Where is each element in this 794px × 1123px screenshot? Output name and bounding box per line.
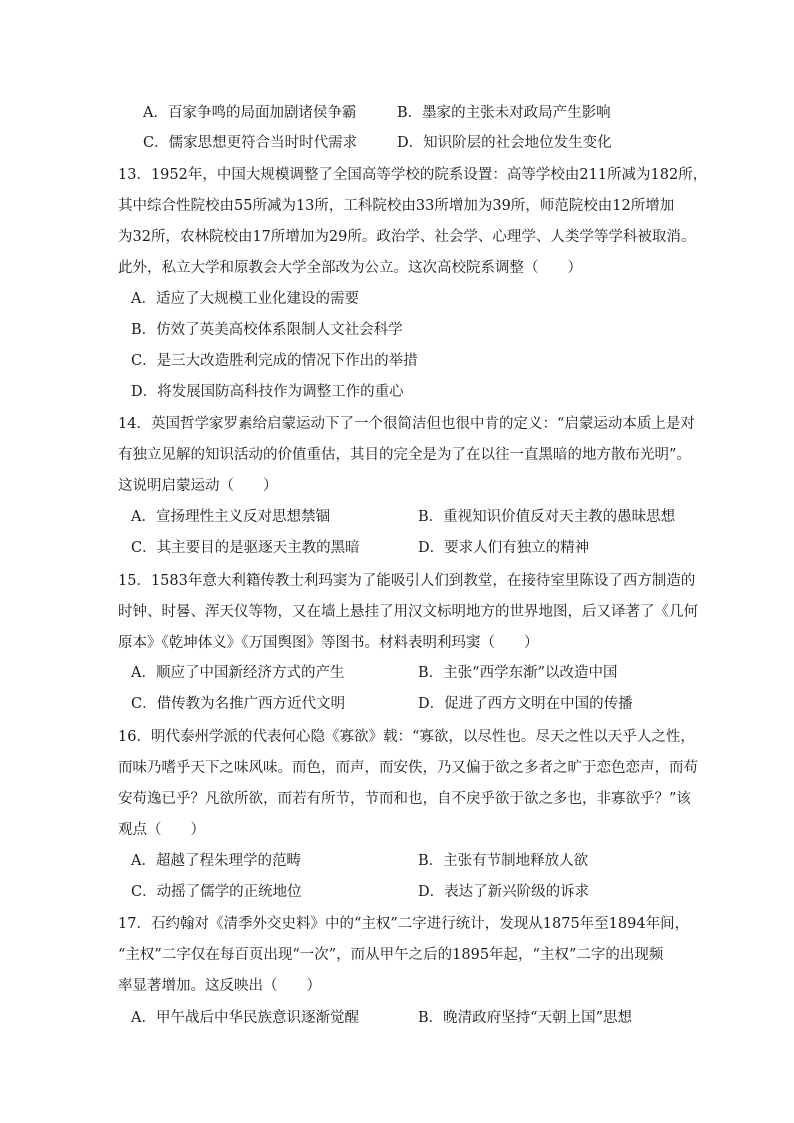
q17-stem-line-3: 率显著增加。这反映出（ ） <box>118 978 321 994</box>
q12-option-c: C．儒家思想更符合当时时代需求 <box>143 135 358 151</box>
q14-option-b: B．重视知识价值反对天主教的愚昧思想 <box>418 509 676 525</box>
q14-stem-line-3: 这说明启蒙运动（ ） <box>118 478 278 494</box>
q15-option-d: D．促进了西方文明在中国的传播 <box>418 696 633 712</box>
q14-stem-line-2: 有独立见解的知识活动的价值重估，其目的完全是为了在以往一直黑暗的地方散布光明”。 <box>118 447 691 463</box>
q16-option-d: D．表达了新兴阶级的诉求 <box>418 884 590 900</box>
q13-option-d: D．将发展国防高科技作为调整工作的重心 <box>131 384 404 400</box>
q13-stem-line-4: 此外，私立大学和原教会大学全部改为公立。这次高校院系调整（ ） <box>118 260 582 276</box>
q17-option-b: B．晚清政府坚持“天朝上国”思想 <box>418 1010 632 1026</box>
q16-option-c: C．动摇了儒学的正统地位 <box>131 884 302 900</box>
q14-option-d: D．要求人们有独立的精神 <box>418 540 590 556</box>
q13-stem-line-2: 其中综合性院校由55所减为13所，工科院校由33所增加为39所，师范院校由12所增加 <box>118 198 675 214</box>
q12-option-d: D．知识阶层的社会地位发生变化 <box>397 135 612 151</box>
q13-stem-line-1: 13．1952年，中国大规模调整了全国高等学校的院系设置：高等学校由211所减为182所， <box>118 167 708 183</box>
q16-stem-line-1: 16．明代泰州学派的代表何心隐《寡欲》载：“寡欲，以尽性也。尽天之性以天乎人之性， <box>118 729 695 745</box>
q16-stem-line-3: 安苟逸已乎？凡欲所欲，而若有所节，节而和也，自不戾乎欲于欲之多也，非寡欲乎？”该 <box>118 791 691 807</box>
q17-stem-line-2: “主权”二字仅在每百页出现“一次”，而从甲午之后的1895年起，“主权”二字的出现频 <box>118 947 664 963</box>
q17-option-a: A．甲午战后中华民族意识逐渐觉醒 <box>131 1010 359 1026</box>
q17-stem-line-1: 17．石约翰对《清季外交史料》中的“主权”二字进行统计，发现从1875年至1894年间， <box>118 916 690 932</box>
q15-option-c: C．借传教为名推广西方近代文明 <box>131 696 346 712</box>
q13-option-b: B．仿效了英美高校体系限制人文社会科学 <box>131 322 403 338</box>
q12-option-a: A．百家争鸣的局面加剧诸侯争霸 <box>143 105 357 121</box>
q15-option-a: A．顺应了中国新经济方式的产生 <box>131 665 345 681</box>
q13-option-a: A．适应了大规模工业化建设的需要 <box>131 291 359 307</box>
q15-stem-line-2: 时钟、时晷、浑天仪等物，又在墙上悬挂了用汉文标明地方的世界地图，后又译著了《几何 <box>118 604 698 620</box>
q16-option-a: A．超越了程朱理学的范畴 <box>131 853 301 869</box>
q14-option-a: A．宣扬理性主义反对思想禁锢 <box>131 509 330 525</box>
q15-option-b: B．主张“西学东渐”以改造中国 <box>418 665 618 681</box>
q14-option-c: C．其主要目的是驱逐天主教的黑暗 <box>131 540 360 556</box>
q14-stem-line-1: 14．英国哲学家罗素给启蒙运动下了一个很简洁但也很中肯的定义：“启蒙运动本质上是对 <box>118 416 695 432</box>
q12-option-b: B．墨家的主张未对政局产生影响 <box>397 105 611 121</box>
q13-stem-line-3: 为32所，农林院校由17所增加为29所。政治学、社会学、心理学、人类学等学科被取消。 <box>118 229 696 245</box>
q13-option-c: C．是三大改造胜利完成的情况下作出的举措 <box>131 353 418 369</box>
q15-stem-line-3: 原本》《乾坤体义》《万国舆图》等图书。材料表明利玛窦（ ） <box>118 635 539 651</box>
q15-stem-line-1: 15．1583年意大利籍传教士利玛窦为了能吸引人们到教堂，在接待室里陈设了西方制造的 <box>118 573 696 589</box>
q16-stem-line-4: 观点（ ） <box>118 822 205 838</box>
q16-option-b: B．主张有节制地释放人欲 <box>418 853 589 869</box>
q16-stem-line-2: 而味乃嗜乎天下之味风味。而色，而声，而安佚，乃又偏于欲之多者之旷于恋色恋声，而苟 <box>118 760 698 776</box>
